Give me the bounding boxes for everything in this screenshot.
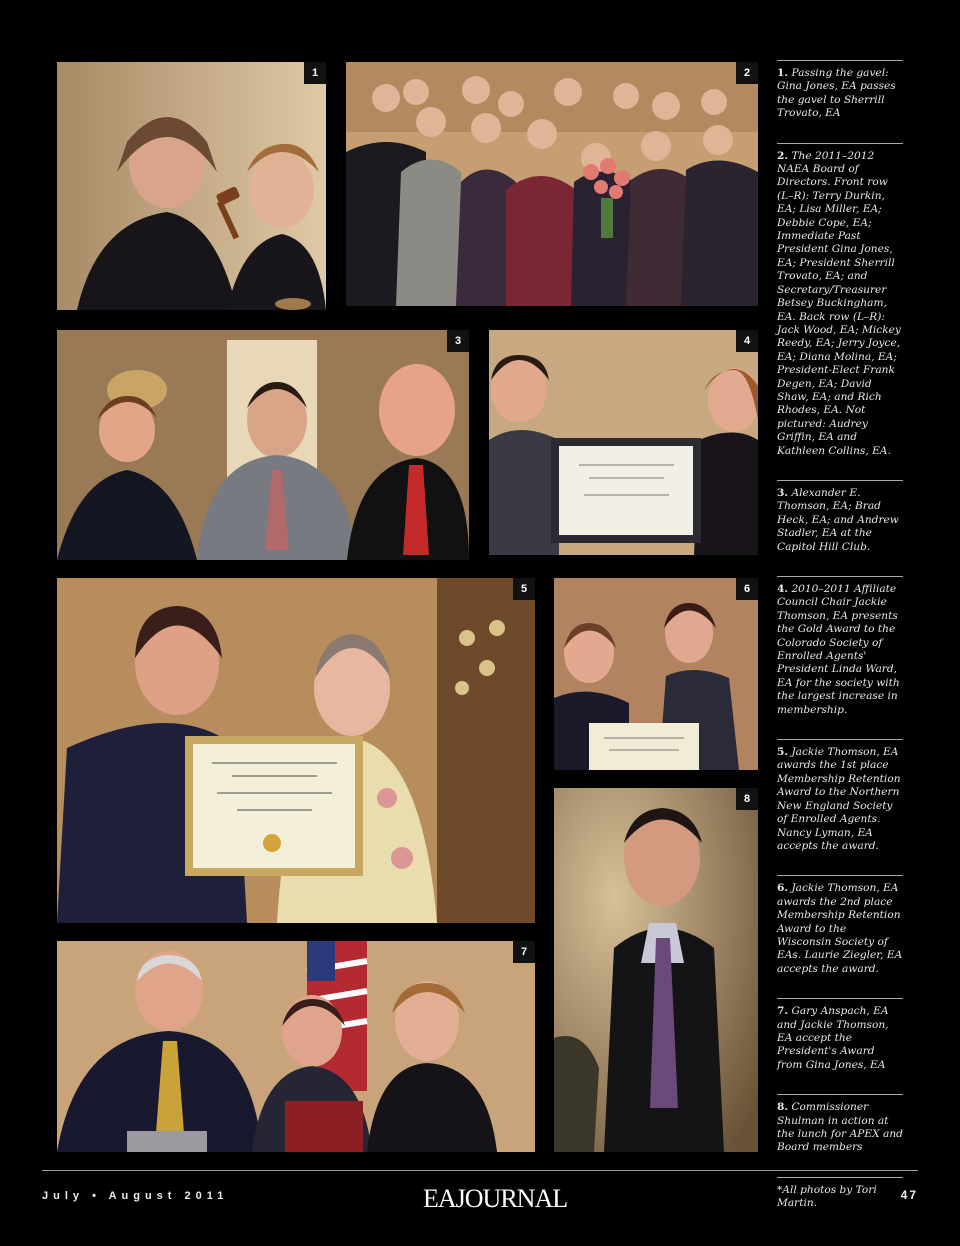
photo-credit: *All photos by Tori Martin. xyxy=(777,1177,903,1211)
photo-number: 5 xyxy=(513,578,535,600)
caption-5: 5. Jackie Thomson, EA awards the 1st place Membership Retention Award to the Northern New England Society of Enrolled Agents. Nancy Lyman, EA accepts the award. xyxy=(777,739,903,853)
photo-number: 6 xyxy=(736,578,758,600)
photo-6 xyxy=(554,578,758,770)
photo-number: 3 xyxy=(447,330,469,352)
photo-number: 2 xyxy=(736,62,758,84)
caption-6: 6. Jackie Thomson, EA awards the 2nd place Membership Retention Award to the Wisconsin Society of EAs. Laurie Ziegler, EA accepts the award. xyxy=(777,875,903,976)
caption-2: 2. The 2011–2012 NAEA Board of Directors. Front row (L–R): Terry Durkin, EA; Lisa Miller, EA; Debbie Cope, EA; Immediate Past President Gina Jones, EA; President Sherrill Trovato, EA; and Secretary/Treasurer Betsey Buckingham, EA. Back row (L–R): Jack Wood, EA; Mickey Reedy, EA; Jerry Joyce, EA; Diana Molina, EA; President-Elect Frank Degen, EA; David Shaw, EA; and Rich Rhodes, EA. Not pictured: Audrey Griffin, EA and Kathleen Collins, EA. xyxy=(777,143,903,458)
caption-column xyxy=(777,60,903,1233)
photo-4 xyxy=(489,330,758,555)
caption-3: 3. Alexander E. Thomson, EA; Brad Heck, EA; and Andrew Stadler, EA at the Capitol Hill Club. xyxy=(777,480,903,554)
photo-2 xyxy=(346,62,758,306)
page-number: 47 xyxy=(900,1188,918,1202)
journal-logo: EAJOURNAL xyxy=(423,1184,568,1213)
photo-5 xyxy=(57,578,535,923)
photo-number: 7 xyxy=(513,941,535,963)
photo-7 xyxy=(57,941,535,1152)
photo-1 xyxy=(57,62,326,310)
caption-8: 8. Commissioner Shulman in action at the lunch for APEX and Board members xyxy=(777,1094,903,1155)
photo-number: 8 xyxy=(736,788,758,810)
issue-date: July • August 2011 xyxy=(42,1190,229,1202)
photo-number: 4 xyxy=(736,330,758,352)
footer-divider xyxy=(42,1170,918,1171)
caption-4: 4. 2010–2011 Affiliate Council Chair Jackie Thomson, EA presents the Gold Award to the Colorado Society of Enrolled Agents' President Linda Ward, EA for the society with the largest increase in membership. xyxy=(777,576,903,717)
photo-3 xyxy=(57,330,469,560)
caption-1: 1. Passing the gavel: Gina Jones, EA passes the gavel to Sherrill Trovato, EA xyxy=(777,60,903,121)
photo-8 xyxy=(554,788,758,1152)
caption-7: 7. Gary Anspach, EA and Jackie Thomson, EA accept the President's Award from Gina Jones, EA xyxy=(777,998,903,1072)
photo-number: 1 xyxy=(304,62,326,84)
